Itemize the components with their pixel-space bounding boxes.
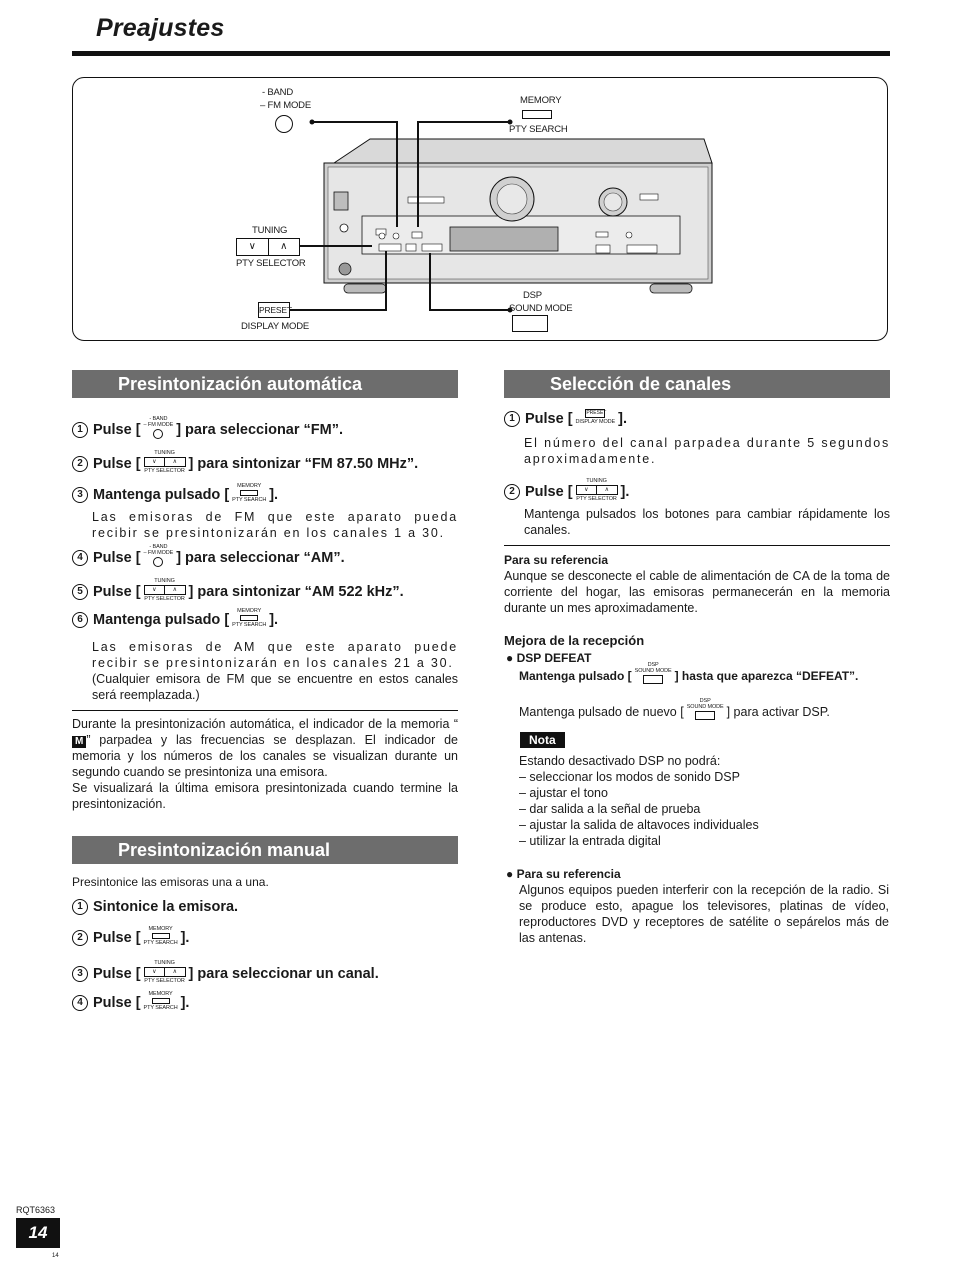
preset-button[interactable]: PRESET — [258, 302, 290, 318]
pty-selector-label: PTY SELECTOR — [236, 258, 306, 269]
nota-item: – utilizar la entrada digital — [519, 834, 661, 848]
title-rule — [72, 51, 890, 56]
preset-button-icon: PRESET DISPLAY MODE — [575, 410, 616, 425]
step-number-1: 1 — [72, 422, 88, 438]
tuning-button-icon: TUNING ∨ ∧ PTY SELECTOR — [576, 478, 617, 502]
memory-button-icon: MEMORY PTY SEARCH — [232, 608, 267, 628]
nota-text: Estando desactivado DSP no podrá: – seleccionar los modos de sonido DSP – ajustar el tono – dar salida a la señal de prueba – ajustar la salida de altavoces individuales – utilizar la entrada digital — [519, 753, 889, 849]
sound-mode-label: SOUND MODE — [509, 303, 573, 314]
step-number-4: 4 — [72, 550, 88, 566]
fm-mode-label: – FM MODE — [260, 100, 311, 111]
memory-label: MEMORY — [520, 95, 562, 106]
band-button-icon: - BAND – FM MODE — [144, 416, 174, 440]
memory-button-icon: MEMORY PTY SEARCH — [143, 926, 178, 946]
nota-item: – seleccionar los modos de sonido DSP — [519, 770, 740, 784]
step-number-3: 3 — [72, 487, 88, 503]
sound-mode-button[interactable] — [512, 315, 548, 332]
reception-title: Mejora de la recepción — [504, 633, 645, 648]
reference-text: Aunque se desconecte el cable de alimentación de CA de la toma de corriente del hogar, las emisoras permanecerán en la memoria durante un mes aproximadamente. — [504, 569, 890, 615]
memory-indicator-icon: M — [72, 736, 86, 748]
tuning-button-icon: TUNING ∨ ∧ PTY SELECTOR — [144, 578, 185, 602]
step-number-3: 3 — [72, 966, 88, 982]
manual-step-3: 3 Pulse [ TUNING ∨ ∧ PTY SELECTOR ] para seleccionar un canal. — [72, 962, 379, 986]
tuning-label: TUNING — [252, 225, 288, 236]
tuning-button-icon: TUNING ∨ ∧ PTY SELECTOR — [144, 450, 185, 474]
tuning-buttons[interactable] — [236, 238, 300, 256]
step-number-4: 4 — [72, 995, 88, 1011]
memory-button-icon: MEMORY PTY SEARCH — [143, 991, 178, 1011]
step-number-2: 2 — [72, 456, 88, 472]
bullet-icon: ● — [506, 867, 514, 881]
auto-step-3-text: Las emisoras de FM que este aparato pueda recibir se presintonizarán en los canales 1 a 30. — [92, 510, 458, 540]
band-button-icon: - BAND – FM MODE — [144, 544, 174, 568]
manual-step-4: 4 Pulse [ MEMORY PTY SEARCH ]. — [72, 993, 189, 1013]
dsp-defeat-instruction: Mantenga pulsado [ DSP SOUND MODE ] hasta que aparezca “DEFEAT”. — [519, 664, 858, 687]
band-button[interactable] — [275, 115, 293, 133]
nota-item: – dar salida a la señal de prueba — [519, 802, 701, 816]
reference-2-text: Algunos equipos pueden interferir con la recepción de la radio. Si se produce esto, apague los televisores, platinas de vídeo, reproductores DVD y receptores de satélite o sepárelos más de las antenas. — [519, 883, 889, 945]
sound-mode-button-icon: DSP SOUND MODE — [687, 698, 724, 721]
auto-step-5: 5 Pulse [ TUNING ∨ ∧ PTY SELECTOR ] para sintonizar “AM 522 kHz”. — [72, 580, 404, 604]
reference-title: Para su referencia — [504, 553, 609, 567]
auto-step-1: 1 Pulse [ - BAND – FM MODE ] para seleccionar “FM”. — [72, 418, 343, 442]
channel-step-2-text: Mantenga pulsados los botones para cambiar rápidamente los canales. — [524, 507, 890, 537]
nota-item: – ajustar el tono — [519, 786, 608, 800]
auto-step-6-text: Las emisoras de AM que este aparato puede recibir se presintonizarán en los canales 21 a 30. (Cualquier emisora de FM que se encuentre en estos canales será reemplazada.) — [92, 640, 458, 702]
divider — [504, 545, 890, 546]
dsp-reactivate-instruction: Mantenga pulsado de nuevo [ DSP SOUND MODE ] para activar DSP. — [519, 700, 830, 723]
nota-badge: Nota — [520, 732, 565, 748]
auto-step-4: 4 Pulse [ - BAND – FM MODE ] para seleccionar “AM”. — [72, 546, 345, 570]
page-number: 14 — [16, 1218, 60, 1248]
auto-step-2: 2 Pulse [ TUNING ∨ ∧ PTY SELECTOR ] para sintonizar “FM 87.50 MHz”. — [72, 452, 418, 476]
memory-button[interactable] — [522, 110, 552, 119]
auto-preset-heading: Presintonización automática — [72, 370, 458, 398]
small-page-number: 14 — [52, 1253, 59, 1259]
manual-step-2: 2 Pulse [ MEMORY PTY SEARCH ]. — [72, 928, 189, 948]
step-number-2: 2 — [504, 484, 520, 500]
divider — [72, 710, 458, 711]
manual-step-1: 1 Sintonice la emisora. — [72, 899, 238, 915]
step-number-5: 5 — [72, 584, 88, 600]
step-number-2: 2 — [72, 930, 88, 946]
tuning-button-icon: TUNING ∨ ∧ PTY SELECTOR — [144, 960, 185, 984]
step-number-1: 1 — [504, 411, 520, 427]
auto-step-3: 3 Mantenga pulsado [ MEMORY PTY SEARCH ]. — [72, 485, 278, 505]
page-title: Preajustes — [96, 14, 225, 42]
step-number-6: 6 — [72, 612, 88, 628]
receiver-illustration — [72, 77, 888, 341]
bullet-icon: ● — [506, 651, 514, 665]
manual-preset-heading: Presintonización manual — [72, 836, 458, 864]
sound-mode-button-icon: DSP SOUND MODE — [635, 662, 672, 685]
display-mode-label: DISPLAY MODE — [241, 321, 309, 332]
tuning-up-button[interactable]: ∧ — [280, 241, 288, 252]
band-label: - BAND — [262, 87, 293, 98]
channel-step-1-text: El número del canal parpadea durante 5 segundos aproximadamente. — [524, 436, 890, 466]
auto-step-6: 6 Mantenga pulsado [ MEMORY PTY SEARCH ]. — [72, 610, 278, 630]
reference-2-title-row: ● Para su referencia — [506, 867, 621, 881]
tuning-down-button[interactable]: ∨ — [237, 239, 269, 255]
manual-intro: Presintonice las emisoras una a una. — [72, 875, 269, 889]
auto-note: Durante la presintonización automática, el indicador de la memoria “M ” parpadea y las frecuencias se desplazan. El indicador de memoria y los números de los canales se visualizan durante un segundo cuando se presintoniza una emisora. Se visualizará la última emisora presintonizada cuando termine la presintonización. — [72, 717, 458, 811]
pty-search-label: PTY SEARCH — [509, 124, 568, 135]
channel-step-1: 1 Pulse [ PRESET DISPLAY MODE ]. — [504, 410, 627, 427]
dsp-defeat-item: ● DSP DEFEAT — [506, 651, 592, 665]
step-number-1: 1 — [72, 899, 88, 915]
memory-button-icon: MEMORY PTY SEARCH — [232, 483, 267, 503]
nota-item: – ajustar la salida de altavoces individuales — [519, 818, 759, 832]
channel-select-heading: Selección de canales — [504, 370, 890, 398]
channel-step-2: 2 Pulse [ TUNING ∨ ∧ PTY SELECTOR ]. — [504, 480, 629, 504]
dsp-label: DSP — [523, 290, 542, 301]
doc-code: RQT6363 — [16, 1205, 56, 1215]
